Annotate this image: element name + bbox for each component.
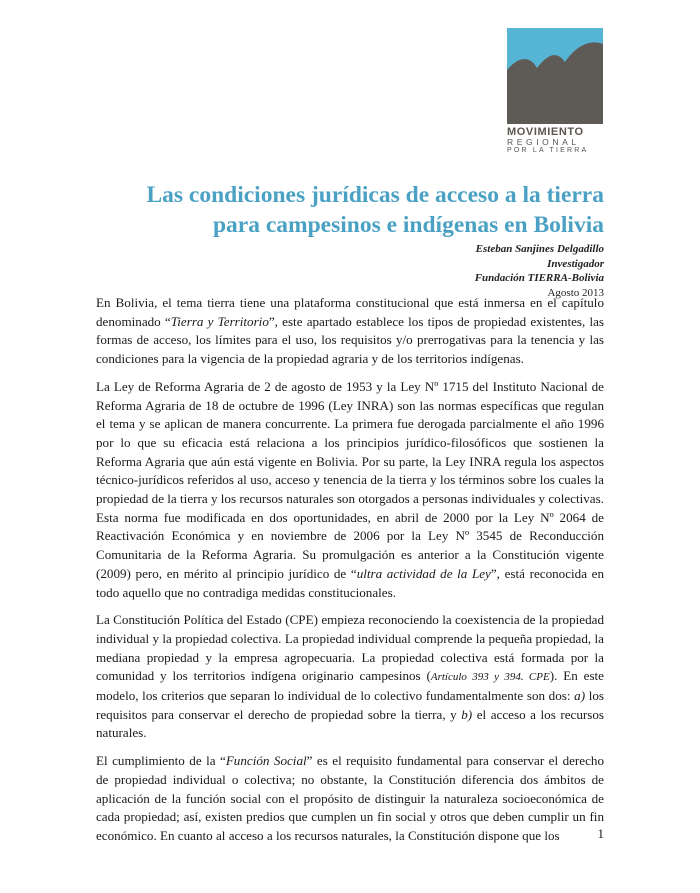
title-line-1: Las condiciones jurídicas de acceso a la tierra (146, 182, 604, 208)
author-name: Esteban Sanjines Delgadillo (475, 243, 604, 255)
author-role: Investigador (547, 257, 604, 270)
author-date: Agosto 2013 (547, 286, 604, 299)
logo-mark-icon (507, 28, 603, 124)
author-block (475, 242, 604, 300)
paragraph-1: En Bolivia, el tema tierra tiene una plataforma constitucional que está inmersa en el capítulo denominado “Tierra y Territorio”, este apartado establece los tipos de propiedad existentes, las formas de acceso, los límites para el uso, los requisitos y/o prerrogativas para la tenencia y las condiciones para la vigencia de la propiedad agraria y de los territorios indígenas. (96, 295, 605, 367)
page-number: 1 (597, 826, 604, 841)
logo-name: MOVIMIENTO (507, 126, 584, 138)
logo (507, 28, 603, 155)
logo-sub2: POR LA TIERRA (507, 147, 589, 154)
page-title (146, 180, 604, 240)
document-body (96, 294, 604, 855)
logo-sub: REGIONAL (507, 137, 580, 147)
title-line-2: para campesinos e indígenas en Bolivia (212, 212, 604, 238)
paragraph-3: La Constitución Política del Estado (CPE) empieza reconociendo la coexistencia de la propiedad individual y la propiedad colectiva. La propiedad individual comprende la pequeña propiedad, la mediana propiedad y la empresa agropecuaria. La propiedad colectiva está formada por la comunidad y los territorios indígena originario campesinos (Artículo 393 y 394. CPE). En este modelo, los criterios que separan lo individual de lo colectivo fundamentalmente son dos: a) los requisitos para conservar el derecho de propiedad sobre la tierra, y b) el acceso a los recursos naturales. (96, 612, 604, 741)
paragraph-4: El cumplimiento de la “Función Social” es el requisito fundamental para conservar el derecho de propiedad individual o colectiva; no obstante, la Constitución diferencia dos ámbitos de aplicación de la función social con el propósito de distinguir la naturaleza socioeconómica de cada propiedad; así, existen predios que cumplen un fin social y otros que deben cumplir un fin económico. En cuanto al acceso a los recursos naturales, la Constitución dispone que los (96, 753, 605, 843)
paragraph-2: La Ley de Reforma Agraria de 2 de agosto de 1953 y la Ley Nº 1715 del Instituto Nacional de Reforma Agraria de 18 de octubre de 1996 (Ley INRA) son las normas específicas que regulan el tema y se aplican de manera concurrente. La primera fue derogada parcialmente el año 1996 por lo que su eficacia está relaciona a los principios jurídico-filosóficos que sostienen la Reforma Agraria que aún está vigente en Bolivia. Por su parte, la Ley INRA regula los aspectos técnico-jurídicos referidos al uso, acceso y tenencia de la tierra y los términos sobre los cuales la propiedad de la tierra y los recursos naturales son otorgados a personas individuales y colectivas. Esta norma fue modificada en dos oportunidades, en abril de 2000 por la Ley Nº 2064 de Reactivación Económica y en noviembre de 2006 por la Ley Nº 3545 de Reconducción Comunitaria de la Reforma Agraria. Su promulgación es anterior a la Constitución vigente (2009) pero, en mérito al principio jurídico de “ultra actividad de la Ley”, está reconocida en todo aquello que no contradiga medidas constitucionales. (96, 378, 605, 600)
author-org: Fundación TIERRA-Bolivia (474, 272, 604, 284)
